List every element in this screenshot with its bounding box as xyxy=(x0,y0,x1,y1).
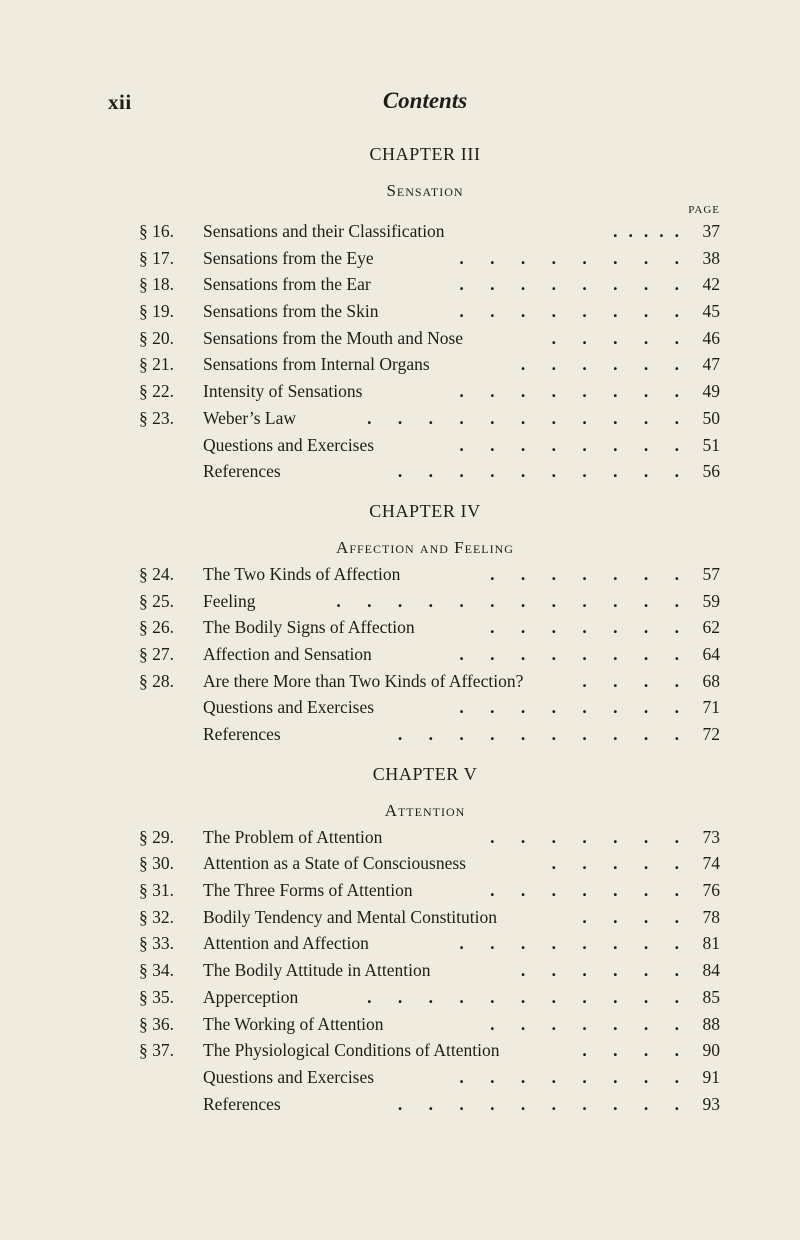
dot-leader: . . . . . . . . xyxy=(459,274,690,295)
toc-entry xyxy=(0,824,800,851)
chapter-subtitle: Affection and Feeling xyxy=(336,537,514,557)
toc-entry xyxy=(0,245,800,272)
entry-page-number: 42 xyxy=(702,274,720,295)
entry-title: References xyxy=(203,724,281,744)
entry-title: Intensity of Sensations xyxy=(203,381,363,402)
page-number: xii xyxy=(108,90,132,114)
entry-title: Affection and Sensation xyxy=(203,643,372,664)
chapter-subtitle: Attention xyxy=(384,800,466,820)
dot-leader: . . . . . . . . . . . . xyxy=(336,590,690,611)
entry-page-number: 84 xyxy=(702,960,720,981)
table-of-contents xyxy=(0,142,800,1131)
entry-page-number: 56 xyxy=(702,461,720,482)
dot-leader: . . . . . . . xyxy=(490,826,690,847)
entry-page-number: 78 xyxy=(702,906,720,927)
entry-page-number: 85 xyxy=(702,986,720,1007)
toc-entry xyxy=(0,984,800,1011)
toc-entry xyxy=(0,458,800,485)
section-number: § 34. xyxy=(139,960,174,981)
dot-leader: . . . . . xyxy=(551,327,690,348)
entry-title: Questions and Exercises xyxy=(203,1066,375,1087)
entry-title: The Problem of Attention xyxy=(203,826,383,847)
entry-page-number: 49 xyxy=(702,381,720,402)
entry-title: References xyxy=(203,461,281,482)
section-number: § 20. xyxy=(139,327,174,348)
dot-leader: . . . . . xyxy=(551,853,690,874)
toc-entry xyxy=(0,378,800,405)
entry-page-number: 50 xyxy=(702,407,720,428)
section-number: § 32. xyxy=(139,906,174,927)
dot-leader: . . . . . . . xyxy=(490,617,690,638)
dot-leader: . . . . . . xyxy=(520,354,690,375)
entry-title: The Bodily Attitude in Attention xyxy=(203,960,431,981)
entry-page-number: 68 xyxy=(702,670,720,691)
dot-leader: . . . . . . . xyxy=(490,880,690,901)
dot-leader: . . . . . . . . xyxy=(459,697,690,718)
section-number: § 35. xyxy=(139,986,174,1007)
dot-leader: . . . . . . . . xyxy=(459,381,690,402)
section-number: § 21. xyxy=(139,354,174,375)
chapter-title: CHAPTER V xyxy=(372,763,478,784)
entry-page-number: 45 xyxy=(702,301,720,322)
entry-page-number: 38 xyxy=(702,247,720,268)
entry-page-number: 81 xyxy=(702,933,720,954)
toc-entry xyxy=(0,694,800,721)
entry-title: The Physiological Conditions of Attention xyxy=(203,1040,500,1061)
entry-title: The Two Kinds of Affection xyxy=(203,563,401,584)
toc-entry xyxy=(0,877,800,904)
toc-entry xyxy=(0,1011,800,1038)
dot-leader: . . . . xyxy=(582,1040,690,1061)
entry-page-number: 90 xyxy=(702,1040,720,1061)
toc-entry xyxy=(0,957,800,984)
entry-title: The Working of Attention xyxy=(203,1013,384,1034)
entry-title: Bodily Tendency and Mental Constitution xyxy=(203,906,497,927)
toc-entry xyxy=(0,904,800,931)
entry-title: The Bodily Signs of Affection xyxy=(203,617,415,638)
dot-leader: . . . . . . . . xyxy=(459,1066,690,1087)
toc-entry xyxy=(0,1091,800,1118)
dot-leader: . . . . . . . . . . xyxy=(397,461,690,482)
toc-entry xyxy=(0,351,800,378)
chapter-title: CHAPTER III xyxy=(369,144,481,164)
entry-title: Feeling xyxy=(203,590,256,611)
toc-entry xyxy=(0,721,800,748)
entry-page-number: 46 xyxy=(702,327,720,348)
toc-entry xyxy=(0,1037,800,1064)
toc-entry xyxy=(0,850,800,877)
dot-leader: ..... xyxy=(613,221,690,241)
page-column-label xyxy=(0,204,800,218)
dot-leader: . . . . xyxy=(582,670,690,691)
toc-entry xyxy=(0,218,800,245)
section-number: § 30. xyxy=(139,853,174,874)
entry-title: Questions and Exercises xyxy=(203,697,375,718)
dot-leader: . . . . . . . . . . xyxy=(397,724,690,744)
section-number: § 27. xyxy=(139,643,174,664)
entry-title: Weber’s Law xyxy=(203,407,297,428)
entry-page-number: 76 xyxy=(702,880,720,901)
section-number: § 19. xyxy=(139,301,174,322)
toc-entry xyxy=(0,271,800,298)
entry-page-number: 72 xyxy=(702,724,720,744)
entry-page-number: 74 xyxy=(702,853,720,874)
dot-leader: . . . . . . . . xyxy=(459,643,690,664)
entry-title: The Three Forms of Attention xyxy=(203,880,413,901)
section-number: § 24. xyxy=(139,563,174,584)
section-number: § 16. xyxy=(139,221,174,241)
chapter-block xyxy=(0,499,800,748)
chapter-block xyxy=(0,762,800,1118)
toc-entry xyxy=(0,588,800,615)
entry-title: References xyxy=(203,1093,281,1114)
entry-title: Sensations from the Ear xyxy=(203,274,371,295)
entry-title: Questions and Exercises xyxy=(203,434,375,455)
toc-entry xyxy=(0,432,800,459)
entry-title: Are there More than Two Kinds of Affection? xyxy=(203,670,524,691)
section-number: § 28. xyxy=(139,670,174,691)
entry-page-number: 37 xyxy=(702,221,720,241)
dot-leader: . . . . . . . . . . . xyxy=(367,407,690,428)
running-head xyxy=(0,90,800,120)
dot-leader: . . . . . . . . xyxy=(459,247,690,268)
toc-entry xyxy=(0,405,800,432)
dot-leader: . . . . . . . . . . xyxy=(397,1093,690,1114)
dot-leader: . . . . . . . xyxy=(490,563,690,584)
toc-entry xyxy=(0,561,800,588)
chapter-block xyxy=(0,142,800,485)
entry-title: Sensations and their Classification xyxy=(203,221,445,241)
dot-leader: . . . . . . . . . . . xyxy=(367,986,690,1007)
section-number: § 36. xyxy=(139,1013,174,1034)
entry-page-number: 59 xyxy=(702,590,720,611)
entry-title: Attention and Affection xyxy=(203,933,369,954)
toc-entry xyxy=(0,930,800,957)
dot-leader: . . . . . . . . xyxy=(459,301,690,322)
toc-entry xyxy=(0,325,800,352)
dot-leader: . . . . xyxy=(582,906,690,927)
toc-entry xyxy=(0,1064,800,1091)
section-number: § 18. xyxy=(139,274,174,295)
toc-entry xyxy=(0,614,800,641)
section-number: § 17. xyxy=(139,247,174,268)
entry-page-number: 51 xyxy=(702,434,720,455)
entry-title: Sensations from the Eye xyxy=(203,247,374,268)
section-number: § 26. xyxy=(139,617,174,638)
entry-page-number: 64 xyxy=(702,643,720,664)
toc-entry xyxy=(0,298,800,325)
entry-title: Sensations from Internal Organs xyxy=(203,354,430,375)
entry-title: Apperception xyxy=(203,986,299,1007)
entry-page-number: 57 xyxy=(702,563,720,584)
toc-entry xyxy=(0,668,800,695)
section-number: § 29. xyxy=(139,826,174,847)
entry-title: Sensations from the Mouth and Nose xyxy=(203,327,464,348)
entry-page-number: 93 xyxy=(702,1093,720,1114)
entry-title: Sensations from the Skin xyxy=(203,301,379,322)
entry-page-number: 91 xyxy=(702,1066,720,1087)
dot-leader: . . . . . . . . xyxy=(459,434,690,455)
entry-page-number: 73 xyxy=(702,826,720,847)
dot-leader: . . . . . . xyxy=(520,960,690,981)
section-number: § 23. xyxy=(139,407,174,428)
entry-title: Attention as a State of Consciousness xyxy=(203,853,466,874)
chapter-subtitle: Sensation xyxy=(386,181,464,200)
entry-page-number: 88 xyxy=(702,1013,720,1034)
section-number: § 25. xyxy=(139,590,174,611)
dot-leader: . . . . . . . xyxy=(490,1013,690,1034)
page-column-label-text: PAGE xyxy=(688,204,720,216)
section-number: § 37. xyxy=(139,1040,174,1061)
chapter-title: CHAPTER IV xyxy=(369,500,481,521)
dot-leader: . . . . . . . . xyxy=(459,933,690,954)
entry-page-number: 71 xyxy=(702,697,720,718)
toc-entry xyxy=(0,641,800,668)
section-number: § 31. xyxy=(139,880,174,901)
section-number: § 33. xyxy=(139,933,174,954)
running-title: Contents xyxy=(382,88,468,113)
entry-page-number: 62 xyxy=(702,617,720,638)
entry-page-number: 47 xyxy=(702,354,720,375)
section-number: § 22. xyxy=(139,381,174,402)
